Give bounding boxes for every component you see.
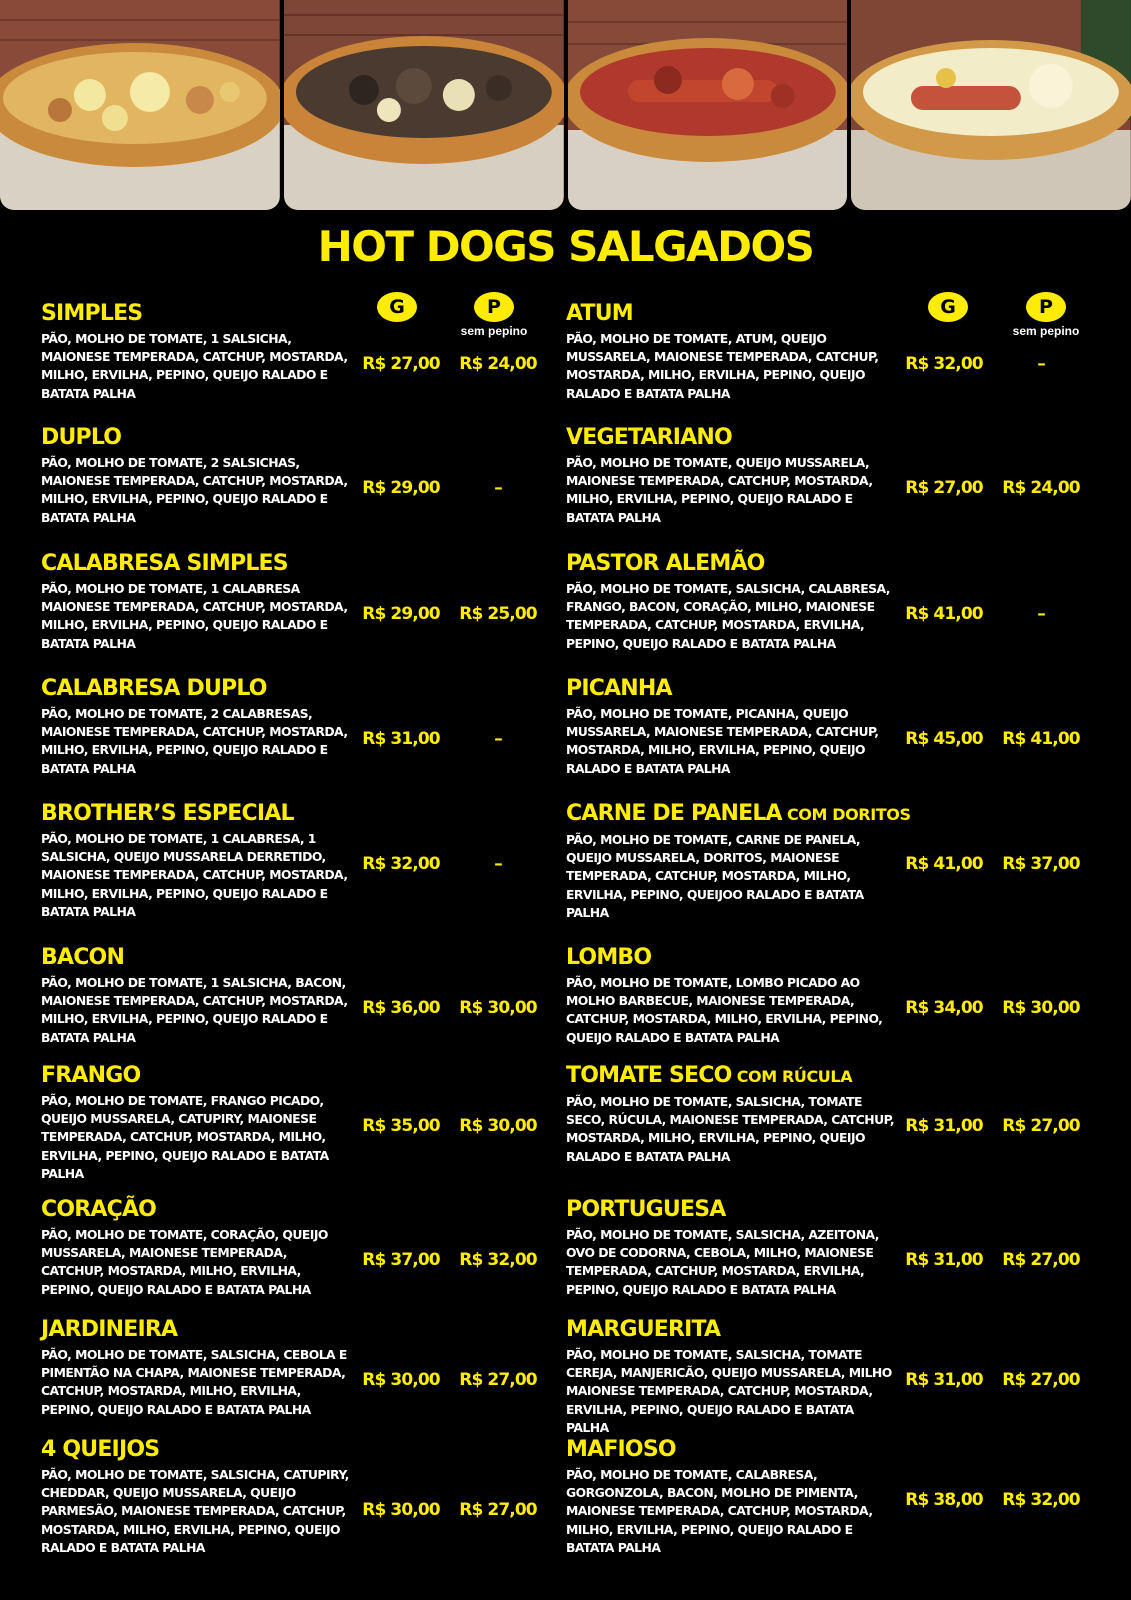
menu-item	[566, 1316, 896, 1437]
item-name-text: MAFIOSO	[566, 1437, 676, 1462]
price-g: R$ 27,00	[905, 478, 983, 499]
price-g: R$ 27,00	[362, 354, 440, 375]
menu-item	[566, 1196, 896, 1299]
item-name-text: BACON	[41, 945, 125, 970]
item-description: PÃO, MOLHO DE TOMATE, 2 SALSICHAS, MAIONESE TEMPERADA, CATCHUP, MOSTARDA, MILHO, ERVILHA, PEPINO, QUEIJO RALADO E BATATA PALHA	[41, 455, 348, 525]
price-g: R$ 45,00	[905, 729, 983, 750]
price-p: R$ 24,00	[459, 354, 537, 375]
item-name	[566, 944, 896, 972]
photo-strip	[0, 0, 1131, 210]
price-p: R$ 27,00	[1002, 1370, 1080, 1391]
item-name	[566, 1062, 896, 1091]
price-g: R$ 37,00	[362, 1250, 440, 1271]
price-g: R$ 29,00	[362, 478, 440, 499]
item-name-text: CORAÇÃO	[41, 1197, 157, 1222]
menu-item	[41, 1436, 351, 1557]
item-name-text: ATUM	[566, 301, 633, 326]
price-g: R$ 32,00	[905, 354, 983, 375]
item-description: PÃO, MOLHO DE TOMATE, FRANGO PICADO, QUEIJO MUSSARELA, CATUPIRY, MAIONESE TEMPERADA, CATCHUP, MOSTARDA, MILHO, ERVILHA, PEPINO, QUEIJO RALADO E BATATA PALHA	[41, 1093, 329, 1181]
menu-item	[566, 944, 896, 1047]
menu-item	[566, 550, 896, 653]
item-name-suffix: COM RÚCULA	[731, 1067, 853, 1086]
hotdog-cheese-photo	[851, 0, 1131, 210]
item-name-text: CALABRESA SIMPLES	[41, 551, 288, 576]
item-name	[566, 300, 896, 328]
item-description: PÃO, MOLHO DE TOMATE, SALSICHA, AZEITONA, OVO DE CODORNA, CEBOLA, MILHO, MAIONESE TEMPERADA, CATCHUP, MOSTARDA, ERVILHA, PEPINO, QUEIJO RALADO E BATATA PALHA	[566, 1227, 879, 1297]
item-description: PÃO, MOLHO DE TOMATE, CALABRESA, GORGONZOLA, BACON, MOLHO DE PIMENTA, MAIONESE TEMPERADA, CATCHUP, MOSTARDA, MILHO, ERVILHA, PEPINO, QUEIJO RALADO E BATATA PALHA	[566, 1467, 873, 1555]
price-p: R$ 25,00	[459, 604, 537, 625]
item-description: PÃO, MOLHO DE TOMATE, LOMBO PICADO AO MOLHO BARBECUE, MAIONESE TEMPERADA, CATCHUP, MOSTARDA, MILHO, ERVILHA, PEPINO, QUEIJO RALADO E BATATA PALHA	[566, 975, 883, 1045]
price-g: R$ 30,00	[362, 1370, 440, 1391]
menu-item	[566, 1436, 896, 1557]
price-p: –	[1037, 604, 1045, 625]
price-g: R$ 31,00	[905, 1370, 983, 1391]
price-g: R$ 31,00	[905, 1116, 983, 1137]
item-description: PÃO, MOLHO DE TOMATE, PICANHA, QUEIJO MUSSARELA, MAIONESE TEMPERADA, CATCHUP, MOSTARDA, MILHO, ERVILHA, PEPINO, QUEIJO RALADO E BATATA PALHA	[566, 706, 879, 776]
item-name	[41, 1316, 351, 1344]
menu-item	[566, 424, 896, 527]
item-name	[41, 1062, 351, 1090]
item-name-suffix: COM DORITOS	[781, 805, 911, 824]
item-name-text: PICANHA	[566, 676, 672, 701]
item-description: PÃO, MOLHO DE TOMATE, SALSICHA, CALABRESA, FRANGO, BACON, CORAÇÃO, MILHO, MAIONESE TEMPERADA, CATCHUP, MOSTARDA, ERVILHA, PEPINO, QUEIJO RALADO E BATATA PALHA	[566, 581, 890, 651]
item-description: PÃO, MOLHO DE TOMATE, CARNE DE PANELA, QUEIJO MUSSARELA, DORITOS, MAIONESE TEMPERADA, CATCHUP, MOSTARDA, MILHO, ERVILHA, PEPINO, QUEIJOO RALADO E BATATA PALHA	[566, 832, 864, 920]
size-note: sem pepino	[460, 324, 528, 338]
item-name	[41, 800, 351, 828]
item-name-text: PASTOR ALEMÃO	[566, 551, 765, 576]
menu-item	[41, 1196, 351, 1299]
item-name	[41, 675, 351, 703]
price-g: R$ 36,00	[362, 998, 440, 1019]
menu-item	[41, 1316, 351, 1419]
menu-item	[566, 300, 896, 403]
price-p: R$ 27,00	[1002, 1250, 1080, 1271]
item-name-text: CALABRESA DUPLO	[41, 676, 267, 701]
size-badge-p: P	[474, 292, 514, 322]
price-g: R$ 38,00	[905, 1490, 983, 1511]
item-name	[41, 1436, 351, 1464]
item-description: PÃO, MOLHO DE TOMATE, CORAÇÃO, QUEIJO MUSSARELA, MAIONESE TEMPERADA, CATCHUP, MOSTARDA, MILHO, ERVILHA, PEPINO, QUEIJO RALADO E BATATA PALHA	[41, 1227, 328, 1297]
item-description: PÃO, MOLHO DE TOMATE, 1 SALSICHA, MAIONESE TEMPERADA, CATCHUP, MOSTARDA, MILHO, ERVILHA, PEPINO, QUEIJO RALADO E BATATA PALHA	[41, 331, 348, 401]
item-name	[41, 1196, 351, 1224]
item-description: PÃO, MOLHO DE TOMATE, QUEIJO MUSSARELA, MAIONESE TEMPERADA, CATCHUP, MOSTARDA, MILHO, ERVILHA, PEPINO, QUEIJO RALADO E BATATA PALHA	[566, 455, 873, 525]
menu-item	[41, 944, 351, 1047]
price-p: R$ 30,00	[1002, 998, 1080, 1019]
price-g: R$ 31,00	[362, 729, 440, 750]
item-name-text: SIMPLES	[41, 301, 143, 326]
item-name	[566, 424, 896, 452]
item-description: PÃO, MOLHO DE TOMATE, SALSICHA, TOMATE CEREJA, MANJERICÃO, QUEIJO MUSSARELA, MILHO MAIONESE TEMPERADA, CATCHUP, MOSTARDA, ERVILHA, PEPINO, QUEIJO RALADO E BATATA PALHA	[566, 1347, 892, 1435]
item-name-text: VEGETARIANO	[566, 425, 732, 450]
size-header-g-right	[903, 292, 993, 322]
size-badge-p: P	[1026, 292, 1066, 322]
item-name	[566, 675, 896, 703]
menu-item	[566, 1062, 896, 1166]
item-name-text: LOMBO	[566, 945, 652, 970]
item-name-text: FRANGO	[41, 1063, 141, 1088]
price-g: R$ 30,00	[362, 1499, 440, 1520]
item-description: PÃO, MOLHO DE TOMATE, 2 CALABRESAS, MAIONESE TEMPERADA, CATCHUP, MOSTARDA, MILHO, ERVILHA, PEPINO, QUEIJO RALADO E BATATA PALHA	[41, 706, 348, 776]
menu-item	[566, 800, 911, 922]
item-name-text: CARNE DE PANELA	[566, 801, 782, 826]
item-description: PÃO, MOLHO DE TOMATE, 1 SALSICHA, BACON, MAIONESE TEMPERADA, CATCHUP, MOSTARDA, MILHO, ERVILHA, PEPINO, QUEIJO RALADO E BATATA PALHA	[41, 975, 348, 1045]
price-p: R$ 32,00	[1002, 1490, 1080, 1511]
item-description: PÃO, MOLHO DE TOMATE, SALSICHA, CATUPIRY, CHEDDAR, QUEIJO MUSSARELA, QUEIJO PARMESÃO, MAIONESE TEMPERADA, CATCHUP, MOSTARDA, MILHO, ERVILHA, PEPINO, QUEIJO RALADO E BATATA PALHA	[41, 1467, 349, 1555]
price-g: R$ 41,00	[905, 604, 983, 625]
item-description: PÃO, MOLHO DE TOMATE, 1 CALABRESA, 1 SALSICHA, QUEIJO MUSSARELA DERRETIDO, MAIONESE TEMPERADA, CATCHUP, MOSTARDA, MILHO, ERVILHA, PEPINO, QUEIJO RALADO E BATATA PALHA	[41, 831, 348, 919]
price-p: R$ 27,00	[459, 1370, 537, 1391]
item-name	[41, 550, 351, 578]
item-description: PÃO, MOLHO DE TOMATE, ATUM, QUEIJO MUSSARELA, MAIONESE TEMPERADA, CATCHUP, MOSTARDA, MILHO, ERVILHA, PEPINO, QUEIJO RALADO E BATATA PALHA	[566, 331, 879, 401]
price-g: R$ 31,00	[905, 1250, 983, 1271]
hotdog-mushroom-photo	[284, 0, 564, 210]
price-p: R$ 41,00	[1002, 729, 1080, 750]
price-p: –	[494, 729, 502, 750]
price-p: R$ 27,00	[459, 1499, 537, 1520]
price-p: –	[494, 478, 502, 499]
item-name	[41, 944, 351, 972]
item-name-text: 4 QUEIJOS	[41, 1437, 160, 1462]
price-p: R$ 37,00	[1002, 854, 1080, 875]
menu-item	[41, 800, 351, 921]
item-name	[566, 550, 896, 578]
price-g: R$ 29,00	[362, 604, 440, 625]
item-name-text: JARDINEIRA	[41, 1317, 178, 1342]
item-name	[566, 800, 911, 829]
hotdog-bacon-photo	[568, 0, 848, 210]
item-name	[566, 1196, 896, 1224]
item-name-text: TOMATE SECO	[566, 1063, 732, 1088]
item-name-text: DUPLO	[41, 425, 122, 450]
menu-item	[566, 675, 896, 778]
size-note: sem pepino	[1012, 324, 1080, 338]
price-p: –	[494, 854, 502, 875]
item-name-text: MARGUERITA	[566, 1317, 721, 1342]
menu-item	[41, 675, 351, 778]
price-g: R$ 35,00	[362, 1116, 440, 1137]
item-description: PÃO, MOLHO DE TOMATE, SALSICHA, TOMATE SECO, RÚCULA, MAIONESE TEMPERADA, CATCHUP, MOSTARDA, MILHO, ERVILHA, PEPINO, QUEIJO RALADO E BATATA PALHA	[566, 1094, 895, 1164]
price-g: R$ 41,00	[905, 854, 983, 875]
menu-item	[41, 424, 351, 527]
item-name	[41, 300, 351, 328]
price-g: R$ 34,00	[905, 998, 983, 1019]
hotdog-chicken-photo	[0, 0, 280, 210]
price-p: R$ 32,00	[459, 1250, 537, 1271]
menu-item	[41, 1062, 351, 1183]
size-header-p-right	[1001, 292, 1091, 338]
price-g: R$ 32,00	[362, 854, 440, 875]
size-badge-g: G	[377, 292, 417, 322]
item-name-text: PORTUGUESA	[566, 1197, 726, 1222]
item-description: PÃO, MOLHO DE TOMATE, SALSICHA, CEBOLA E PIMENTÃO NA CHAPA, MAIONESE TEMPERADA, CATCHUP, MOSTARDA, MILHO, ERVILHA, PEPINO, QUEIJO RALADO E BATATA PALHA	[41, 1347, 347, 1417]
item-name-text: BROTHER’S ESPECIAL	[41, 801, 294, 826]
price-p: R$ 30,00	[459, 1116, 537, 1137]
size-badge-g: G	[928, 292, 968, 322]
menu-item	[41, 300, 351, 403]
price-p: –	[1037, 354, 1045, 375]
item-name	[566, 1316, 896, 1344]
menu-item	[41, 550, 351, 653]
item-name	[566, 1436, 896, 1464]
price-p: R$ 30,00	[459, 998, 537, 1019]
price-p: R$ 27,00	[1002, 1116, 1080, 1137]
menu-title: HOT DOGS SALGADOS	[317, 222, 814, 271]
size-header-g-left	[352, 292, 442, 322]
item-description: PÃO, MOLHO DE TOMATE, 1 CALABRESA MAIONESE TEMPERADA, CATCHUP, MOSTARDA, MILHO, ERVILHA, PEPINO, QUEIJO RALADO E BATATA PALHA	[41, 581, 348, 651]
item-name	[41, 424, 351, 452]
price-p: R$ 24,00	[1002, 478, 1080, 499]
size-header-p-left	[449, 292, 539, 338]
